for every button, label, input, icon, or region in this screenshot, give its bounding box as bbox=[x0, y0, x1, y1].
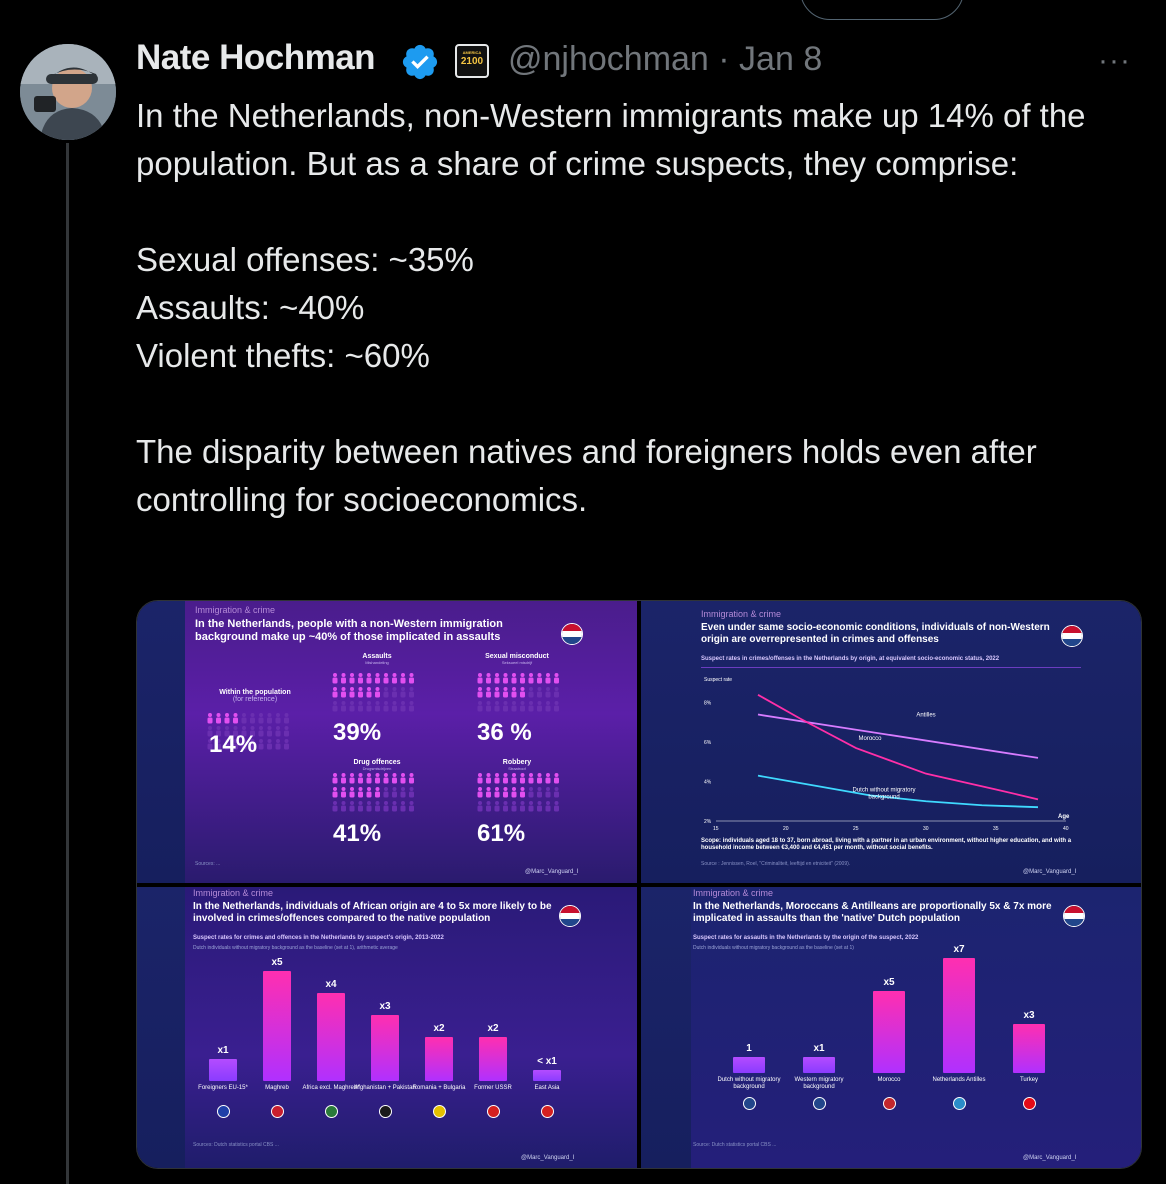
tweet-paragraph-intro: In the Netherlands, non-Western immigrants make up 14% of the population. But as a share of crime suspects, they comprise: bbox=[136, 97, 1086, 182]
panel-title: In the Netherlands, people with a non-Western immigration background make up ~40% of those implicated in assaults bbox=[195, 618, 503, 643]
origin-flag-icon bbox=[743, 1097, 756, 1110]
x-tick-label: 40 bbox=[1063, 826, 1069, 832]
source-note: Source: Dutch statistics portal CBS ... bbox=[693, 1142, 777, 1148]
bar-value-label: x5 bbox=[271, 957, 283, 968]
category-label: Afghanistan + Pakistan bbox=[354, 1085, 416, 1091]
panel-subtitle: Suspect rates for crimes and offences in the Netherlands by suspect's origin, 2013-2022 bbox=[193, 935, 444, 941]
bar bbox=[1013, 1024, 1045, 1073]
panel-title: Even under same socio-economic conditions, individuals of non-Western origin are overrepresented in crimes and offenses bbox=[701, 622, 1050, 645]
x-tick-label: 15 bbox=[713, 826, 719, 832]
title-rule bbox=[701, 667, 1081, 668]
bar-value-label: x5 bbox=[883, 976, 895, 988]
y-tick-label: 2% bbox=[704, 819, 712, 825]
series-label: Morocco bbox=[858, 736, 882, 743]
origin-flag-icon bbox=[883, 1097, 896, 1110]
panel-subtitle: Suspect rates in crimes/offenses in the Netherlands by origin, at equivalent socio-economic status, 2022 bbox=[701, 656, 1000, 662]
bar bbox=[479, 1037, 507, 1081]
bar-value-label: < x1 bbox=[537, 1056, 557, 1067]
bar-value-label: x3 bbox=[379, 1001, 391, 1012]
credit: @Marc_Vanguard_I bbox=[525, 869, 579, 875]
source-note: Source : Jennissen, Roel, "Criminaliteit, leeftijd en etniciteit" (2009). bbox=[701, 861, 851, 867]
x-tick-label: 30 bbox=[923, 826, 929, 832]
netherlands-flag-icon bbox=[559, 905, 581, 927]
stat-drug-label: Drug offences Drugsmisdrijven bbox=[353, 759, 401, 771]
x-tick-label: 20 bbox=[783, 826, 789, 832]
infographic-share-of-suspects[interactable] bbox=[137, 601, 637, 883]
avatar[interactable] bbox=[20, 44, 116, 140]
netherlands-flag-icon bbox=[1063, 905, 1085, 927]
author-name[interactable]: Nate Hochman bbox=[136, 38, 376, 77]
category-label: Western migratory background bbox=[794, 1077, 844, 1090]
bar bbox=[209, 1059, 237, 1081]
source-note: Sources: ... bbox=[195, 861, 221, 867]
section-label: Immigration & crime bbox=[701, 609, 782, 619]
handle-and-date[interactable]: @njhochman · Jan 8 bbox=[508, 40, 823, 78]
bar bbox=[317, 993, 345, 1081]
verified-badge-icon bbox=[400, 42, 440, 82]
stat-sexual-label: Sexual misconduct Seksueel misdrijf bbox=[485, 653, 549, 665]
category-label: Former USSR bbox=[474, 1085, 512, 1091]
panel-note: Dutch individuals without migratory background as the baseline (set at 1) bbox=[693, 945, 854, 951]
panel-subtitle: Suspect rates for assaults in the Netherlands by the origin of the suspect, 2022 bbox=[693, 935, 919, 941]
panel-title: In the Netherlands, Moroccans & Antilleans are proportionally 5x & 7x more implicated in assaults than the 'native' Dutch population bbox=[693, 901, 1052, 924]
category-label: East Asia bbox=[534, 1085, 560, 1091]
bar bbox=[371, 1015, 399, 1081]
infographic-crime-rates-by-origin[interactable] bbox=[137, 887, 637, 1168]
origin-flag-icon bbox=[217, 1105, 230, 1118]
origin-flag-icon bbox=[271, 1105, 284, 1118]
origin-flag-icon bbox=[325, 1105, 338, 1118]
category-label: Netherlands Antilles bbox=[932, 1077, 986, 1083]
panel-title: In the Netherlands, individuals of African origin are 4 to 5x more likely to be involved in crimes/offences compared to the native population bbox=[193, 901, 552, 924]
reference-value: 14% bbox=[209, 731, 258, 758]
stat-assaults-label: Assaults Mishandeling bbox=[362, 653, 392, 665]
origin-flag-icon bbox=[433, 1105, 446, 1118]
stat-assaults-value: 39% bbox=[333, 719, 382, 746]
bar-value-label: x4 bbox=[325, 979, 337, 990]
bar-value-label: 1 bbox=[746, 1042, 752, 1054]
bar bbox=[733, 1057, 765, 1073]
bar-value-label: x2 bbox=[487, 1023, 499, 1034]
netherlands-flag-icon bbox=[561, 623, 583, 645]
section-label: Immigration & crime bbox=[693, 888, 774, 898]
credit: @Marc_Vanguard_I bbox=[1023, 1155, 1077, 1161]
origin-flag-icon bbox=[813, 1097, 826, 1110]
panel-note: Dutch individuals without migratory background as the baseline (set at 1), arithmetic average bbox=[193, 945, 398, 951]
thread-line bbox=[66, 143, 69, 1184]
category-label: Africa excl. Maghreb* bbox=[302, 1085, 360, 1091]
more-options-icon[interactable]: ··· bbox=[1098, 44, 1131, 77]
credit: @Marc_Vanguard_I bbox=[1023, 869, 1077, 875]
infographic-suspect-rate-by-age[interactable] bbox=[641, 601, 1141, 883]
stat-drug-value: 41% bbox=[333, 820, 382, 847]
bar bbox=[803, 1057, 835, 1073]
tweet-text bbox=[136, 92, 1146, 524]
affiliation-badge-text: 2100 bbox=[460, 56, 484, 67]
stat-sexual-value: 36 % bbox=[477, 719, 532, 746]
line-chart bbox=[696, 671, 1086, 836]
series-label: Dutch without migratory background bbox=[852, 787, 916, 801]
x-tick-label: 35 bbox=[993, 826, 999, 832]
section-label: Immigration & crime bbox=[195, 605, 276, 615]
source-note: Sources: Dutch statistics portal CBS ... bbox=[193, 1142, 279, 1148]
tweet-line-assaults: Assaults: ~40% bbox=[136, 289, 365, 326]
bar-value-label: x1 bbox=[813, 1042, 825, 1054]
bar-value-label: x3 bbox=[1023, 1009, 1035, 1021]
origin-flag-icon bbox=[953, 1097, 966, 1110]
bar bbox=[263, 971, 291, 1081]
y-axis-label: Suspect rate bbox=[704, 677, 733, 683]
bar-value-label: x7 bbox=[953, 944, 965, 955]
credit: @Marc_Vanguard_I bbox=[521, 1155, 575, 1161]
stat-robbery-label: Robbery Straatroof bbox=[502, 759, 532, 771]
origin-flag-icon bbox=[541, 1105, 554, 1118]
affiliation-badge-icon[interactable]: AMERICA 2100 bbox=[455, 44, 489, 78]
series-line bbox=[758, 712, 1038, 758]
bar-value-label: x1 bbox=[217, 1045, 229, 1056]
stat-robbery-value: 61% bbox=[477, 820, 526, 847]
category-label: Romania + Bulgaria bbox=[412, 1085, 466, 1091]
category-label: Foreigners EU-15* bbox=[198, 1085, 248, 1091]
category-label: Maghreb bbox=[265, 1085, 289, 1091]
origin-flag-icon bbox=[1023, 1097, 1036, 1110]
bar-value-label: x2 bbox=[433, 1023, 445, 1034]
origin-flag-icon bbox=[379, 1105, 392, 1118]
reference-label: Within the population (for reference) bbox=[219, 689, 291, 703]
tweet-line-thefts: Violent thefts: ~60% bbox=[136, 337, 430, 374]
x-axis-label: Age bbox=[1058, 814, 1070, 820]
y-tick-label: 6% bbox=[704, 740, 712, 747]
top-button-edge[interactable] bbox=[800, 0, 964, 20]
scope-note: Scope: individuals aged 18 to 37, born abroad, living with a partner in an urban environment, without higher education, and with a household income between €3,400 and €4,451 per month, without social benefits. bbox=[701, 838, 1072, 851]
bar bbox=[533, 1070, 561, 1081]
section-label: Immigration & crime bbox=[193, 888, 274, 898]
tweet-line-sexual: Sexual offenses: ~35% bbox=[136, 241, 474, 278]
series-label: Antilles bbox=[916, 712, 936, 719]
category-label: Turkey bbox=[1019, 1077, 1039, 1083]
media-grid[interactable] bbox=[136, 600, 1142, 1169]
y-tick-label: 4% bbox=[704, 779, 712, 786]
bar bbox=[425, 1037, 453, 1081]
x-tick-label: 25 bbox=[853, 826, 859, 832]
y-tick-label: 8% bbox=[704, 700, 712, 707]
origin-flag-icon bbox=[487, 1105, 500, 1118]
category-label: Dutch without migratory background bbox=[717, 1077, 781, 1090]
bar bbox=[873, 991, 905, 1073]
category-label: Morocco bbox=[877, 1077, 901, 1083]
bar bbox=[943, 958, 975, 1073]
infographic-assault-rates-by-origin[interactable] bbox=[641, 887, 1141, 1168]
netherlands-flag-icon bbox=[1061, 625, 1083, 647]
tweet-paragraph-disparity: The disparity between natives and foreigners holds even after controlling for socioeconomics. bbox=[136, 433, 1037, 518]
